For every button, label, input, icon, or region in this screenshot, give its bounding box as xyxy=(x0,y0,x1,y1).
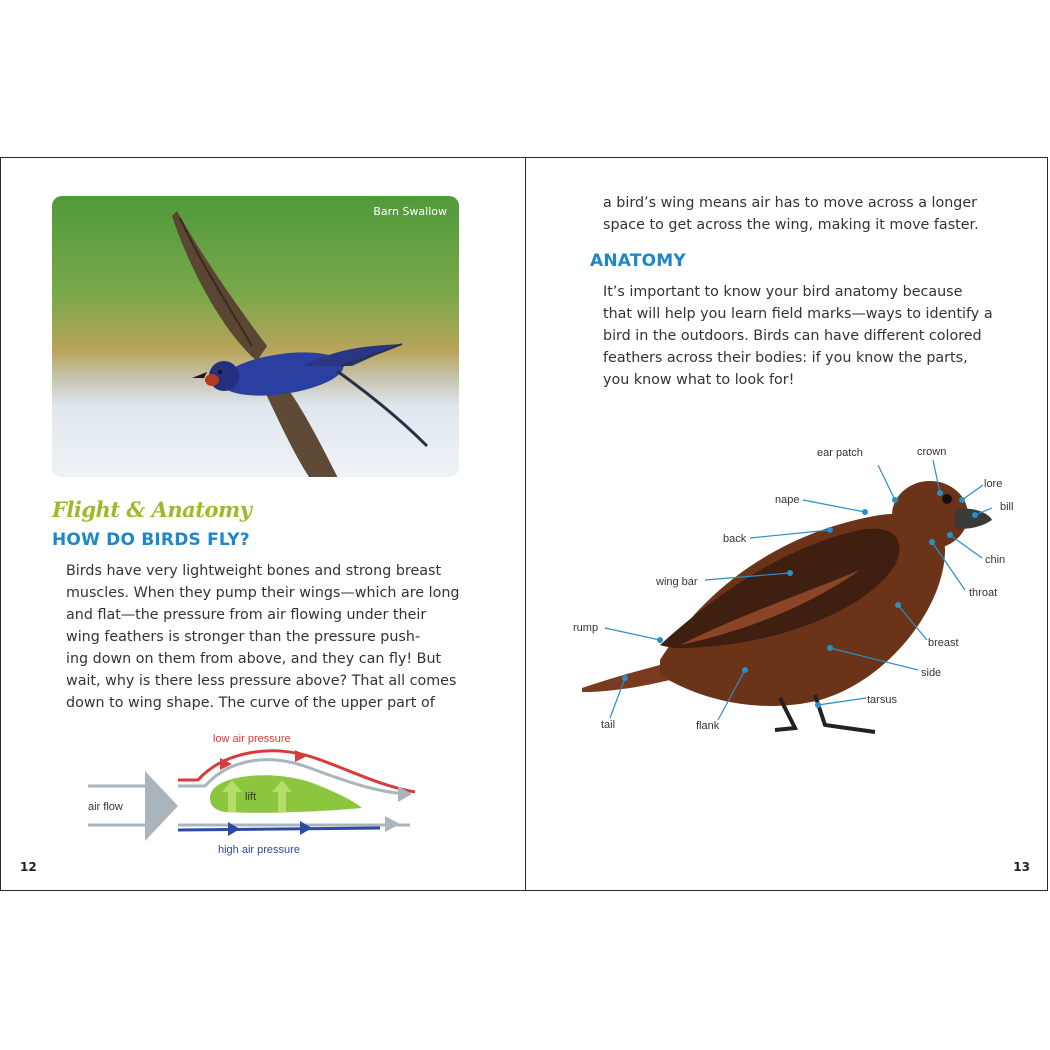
high-pressure-label: high air pressure xyxy=(218,844,300,856)
airflow-label: air flow xyxy=(88,801,123,813)
paragraph-line: and flat—the pressure from air flowing under their xyxy=(66,607,427,623)
label-breast: breast xyxy=(928,637,959,649)
page-gutter xyxy=(525,157,526,891)
label-ear-patch: ear patch xyxy=(817,447,863,459)
photo-caption: Barn Swallow xyxy=(373,205,447,218)
label-crown: crown xyxy=(917,446,947,458)
label-rump: rump xyxy=(573,622,599,634)
anatomy-paragraph xyxy=(603,281,993,391)
label-back: back xyxy=(723,533,747,545)
paragraph-line: space to get across the wing, making it move faster. xyxy=(603,217,979,233)
low-pressure-label: low air pressure xyxy=(213,733,291,745)
paragraph-line: Birds have very lightweight bones and strong breast xyxy=(66,563,442,579)
airflow-arrow-icon xyxy=(145,771,178,841)
label-chin: chin xyxy=(985,554,1006,566)
continued-paragraph xyxy=(603,192,979,236)
label-tarsus: tarsus xyxy=(867,694,897,706)
label-tail: tail xyxy=(601,719,616,731)
section-title: Flight & Anatomy xyxy=(52,497,252,522)
page-number-left: 12 xyxy=(20,860,37,874)
label-side: side xyxy=(921,667,942,679)
label-throat: throat xyxy=(969,587,998,599)
subheading-how-birds-fly: HOW DO BIRDS FLY? xyxy=(52,530,250,550)
paragraph-line: It’s important to know your bird anatomy because xyxy=(603,284,963,300)
label-nape: nape xyxy=(775,494,800,506)
flight-paragraph xyxy=(66,560,459,714)
paragraph-line: bird in the outdoors. Birds can have different colored xyxy=(603,328,982,344)
paragraph-line: muscles. When they pump their wings—which are long xyxy=(66,585,460,601)
label-bill: bill xyxy=(1000,501,1014,513)
paragraph-line: wait, why is there less pressure above? That all comes xyxy=(66,673,457,689)
subheading-anatomy: ANATOMY xyxy=(590,251,686,271)
paragraph-line: feathers across their bodies: if you know the parts, xyxy=(603,350,968,366)
barn-swallow-photo xyxy=(52,196,459,477)
lift-label: lift xyxy=(245,791,256,803)
bird-anatomy-diagram xyxy=(560,430,1030,754)
paragraph-line: that will help you learn field marks—ways to identify a xyxy=(603,306,993,322)
label-wing-bar: wing bar xyxy=(656,576,698,588)
page-number-right: 13 xyxy=(1013,860,1030,874)
airflow-diagram xyxy=(80,728,440,862)
paragraph-line: you know what to look for! xyxy=(603,372,795,388)
label-lore: lore xyxy=(984,478,1003,490)
paragraph-line: down to wing shape. The curve of the upper part of xyxy=(66,695,435,711)
label-flank: flank xyxy=(696,720,720,732)
paragraph-line: ing down on them from above, and they can fly! But xyxy=(66,651,442,667)
paragraph-line: wing feathers is stronger than the pressure push- xyxy=(66,629,421,645)
paragraph-line: a bird’s wing means air has to move across a longer xyxy=(603,195,978,211)
